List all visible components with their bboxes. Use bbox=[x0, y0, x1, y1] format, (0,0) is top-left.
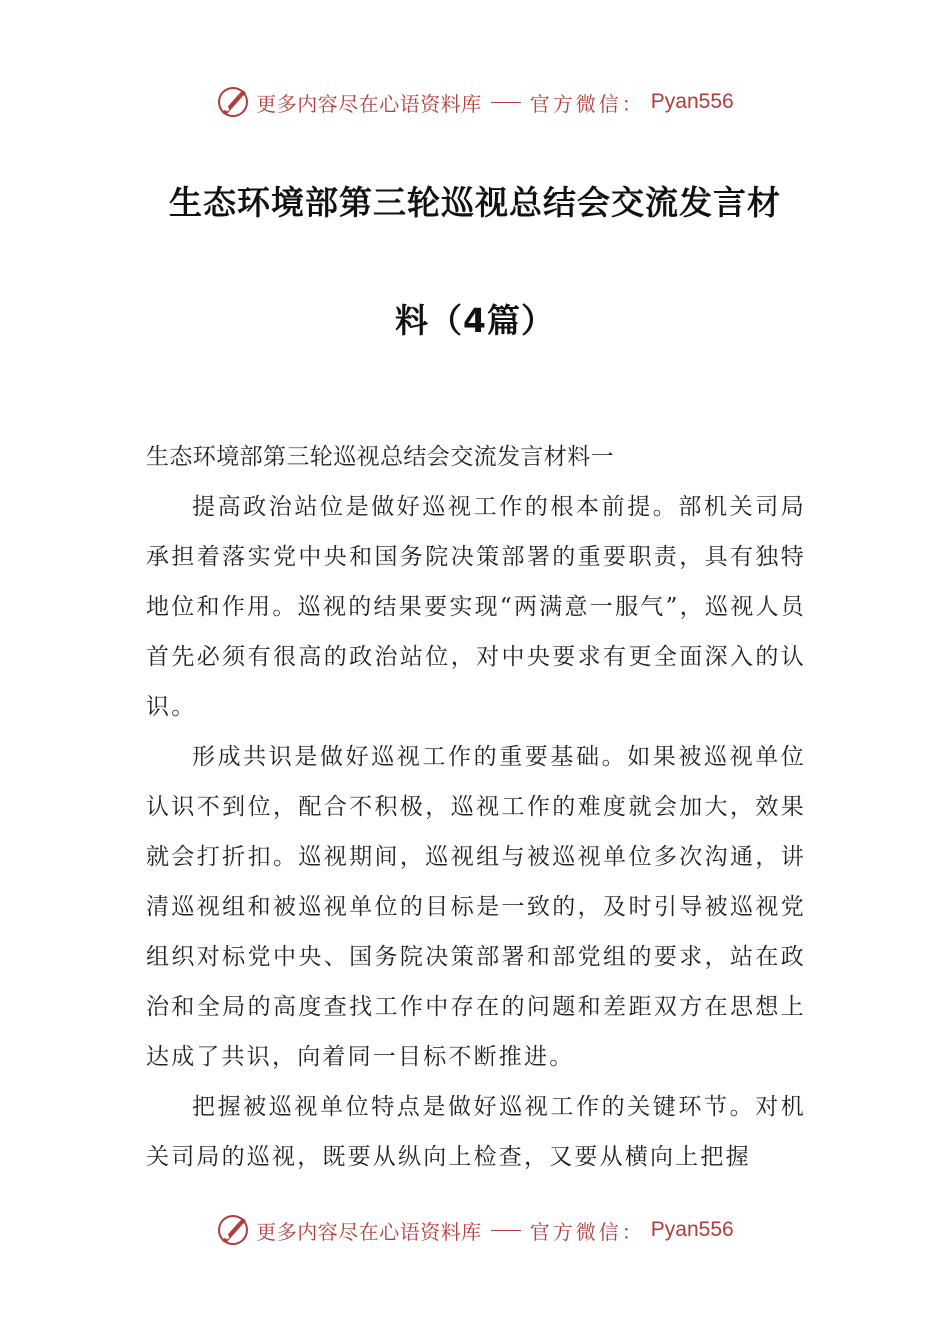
paragraph: 提高政治站位是做好巡视工作的根本前提。部机关司局承担着落实党中央和国务院决策部署的重要职责，具有独特地位和作用。巡视的结果要实现“两满意一服气”，巡视人员首先必须有很高的政治站位，对中央要求有更全面深入的认识。 bbox=[146, 494, 806, 720]
document-title-line-1: 生态环境部第三轮巡视总结会交流发言材 bbox=[169, 183, 781, 222]
banner-wechat-id: Pyan556 bbox=[650, 90, 734, 113]
paragraph: 把握被巡视单位特点是做好巡视工作的关键环节。对机关司局的巡视，既要从纵向上检查，又要从横向上把握 bbox=[146, 1094, 806, 1170]
footer-banner bbox=[0, 1210, 950, 1250]
header-banner bbox=[0, 82, 950, 122]
section-subtitle: 生态环境部第三轮巡视总结会交流发言材料一 bbox=[146, 444, 614, 470]
pen-logo-icon bbox=[216, 1213, 250, 1247]
banner-wechat-label: 官方微信： bbox=[529, 91, 645, 116]
pen-logo-icon bbox=[216, 85, 250, 119]
paragraph: 形成共识是做好巡视工作的重要基础。如果被巡视单位认识不到位，配合不积极，巡视工作的难度就会加大，效果就会打折扣。巡视期间，巡视组与被巡视单位多次沟通，讲清巡视组和被巡视单位的目标是一致的，及时引导被巡视党组织对标党中央、国务院决策部署和部党组的要求，站在政治和全局的高度查找工作中存在的问题和差距双方在思想上达成了共识，向着同一目标不断推进。 bbox=[146, 744, 806, 1070]
banner-wechat-label: 官方微信： bbox=[529, 1219, 645, 1244]
document-body bbox=[146, 432, 806, 1182]
banner-dash bbox=[491, 1230, 521, 1231]
banner-text: 更多内容尽在心语资料库 bbox=[256, 91, 482, 116]
document-title-line-2: 料（4篇） bbox=[395, 301, 555, 340]
banner-dash bbox=[491, 102, 521, 103]
banner-text: 更多内容尽在心语资料库 bbox=[256, 1219, 482, 1244]
banner-wechat-id: Pyan556 bbox=[650, 1218, 734, 1241]
